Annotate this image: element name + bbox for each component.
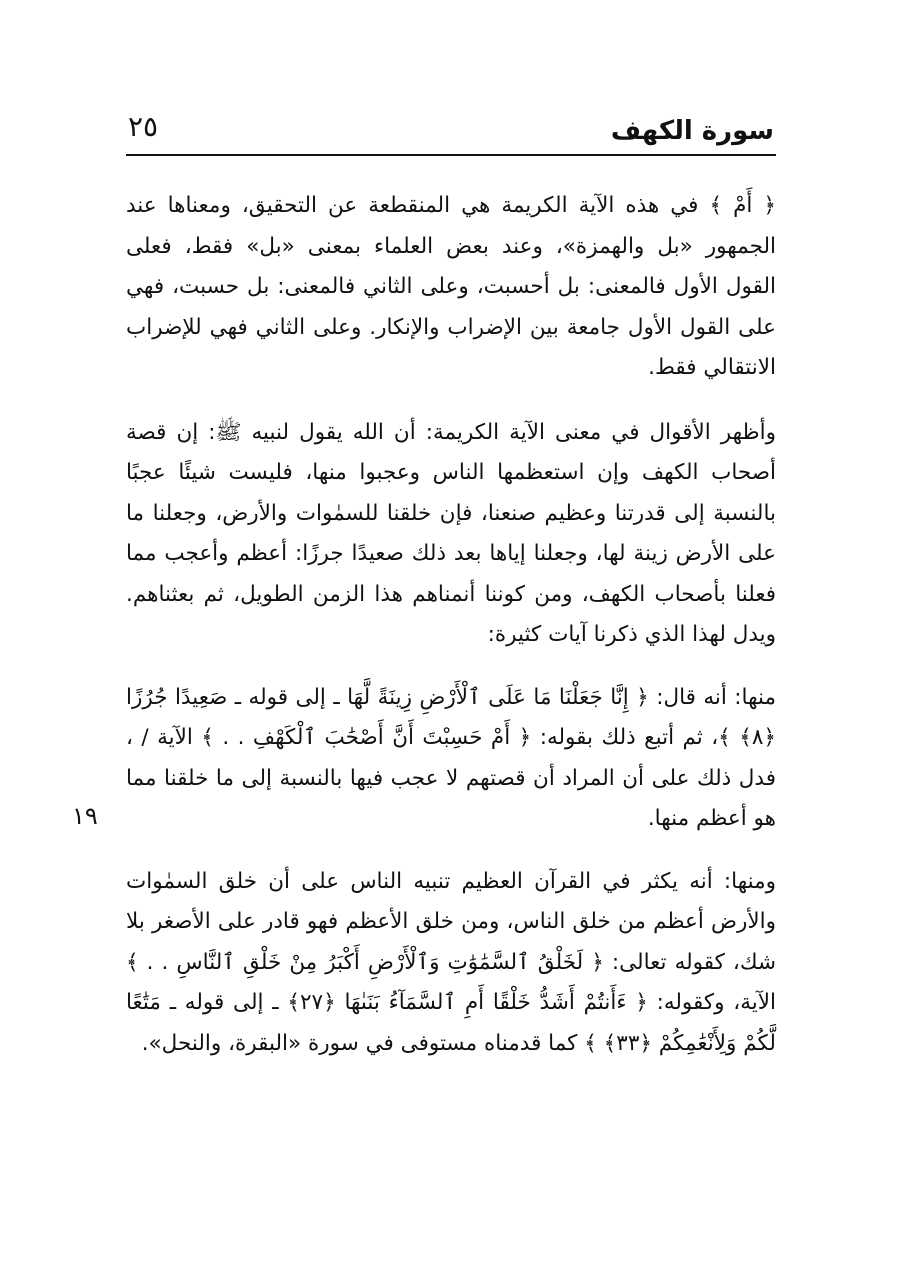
page-body: [126, 156, 776, 1064]
margin-reference-number: ١٩: [72, 802, 98, 830]
page-number: ٢٥: [128, 110, 159, 143]
paragraph: ﴿ أَمْ ﴾ في هذه الآية الكريمة هي المنقطعة عن التحقيق، ومعناها عند الجمهور «بل والهمزة»، وعند بعض العلماء بمعنى «بل» فقط، فعلى القول الأول فالمعنى: بل أحسبت، وعلى الثاني فالمعنى: بل حسبت، فهي على القول الأول جامعة بين الإضراب والإنكار. وعلى الثاني فهي للإضراب الانتقالي فقط.: [126, 193, 776, 380]
paragraph: وأظهر الأقوال في معنى الآية الكريمة: أن الله يقول لنبيه ﷺ: إن قصة أصحاب الكهف وإن استعظمها الناس وعجبوا منها، فليست شيئًا عجبًا بالنسبة إلى قدرتنا وعظيم صنعنا، فإن خلقنا للسمٰوات والأرض، وجعلنا ما على الأرض زينة لها، وجعلنا إياها بعد ذلك صعيدًا جرزًا: أعظم وأعجب مما فعلنا بأصحاب الكهف، ومن كوننا أنمناهم هذا الزمن الطويل، ثم بعثناهم. ويدل لهذا الذي ذكرنا آيات كثيرة:: [126, 419, 776, 647]
page-header: [126, 108, 776, 156]
surah-title: سورة الكهف: [610, 116, 774, 146]
book-page: [126, 108, 776, 1086]
paragraph: ومنها: أنه يكثر في القرآن العظيم تنبيه الناس على أن خلق السمٰوات والأرض أعظم من خلق الناس، ومن خلق الأعظم فهو قادر على الأصغر بلا شك، كقوله تعالى: ﴿ لَخَلْقُ ٱلسَّمَٰوَٰتِ وَٱلْأَرْضِ أَكْبَرُ مِنْ خَلْقِ ٱلنَّاسِ . . ﴾ الآية، وكقوله: ﴿ ءَأَنتُمْ أَشَدُّ خَلْقًا أَمِ ٱلسَّمَآءُ بَنَىٰهَا ﴿٢٧﴾ ـ إلى قوله ـ مَتَٰعًا لَّكُمْ وَلِأَنْعَٰمِكُمْ ﴿٣٣﴾ ﴾ كما قدمناه مستوفى في سورة «البقرة، والنحل».: [126, 868, 776, 1056]
paragraph: منها: أنه قال: ﴿ إِنَّا جَعَلْنَا مَا عَلَى ٱلْأَرْضِ زِينَةً لَّهَا ـ إلى قوله ـ صَعِيدًا جُرُزًا ﴿٨﴾ ﴾، ثم أتبع ذلك بقوله: ﴿ أَمْ حَسِبْتَ أَنَّ أَصْحَٰبَ ٱلْكَهْفِ . . ﴾ الآية / ، فدل ذلك على أن المراد أن قصتهم لا عجب فيها بالنسبة إلى ما خلقنا مما هو أعظم منها.: [126, 684, 776, 831]
